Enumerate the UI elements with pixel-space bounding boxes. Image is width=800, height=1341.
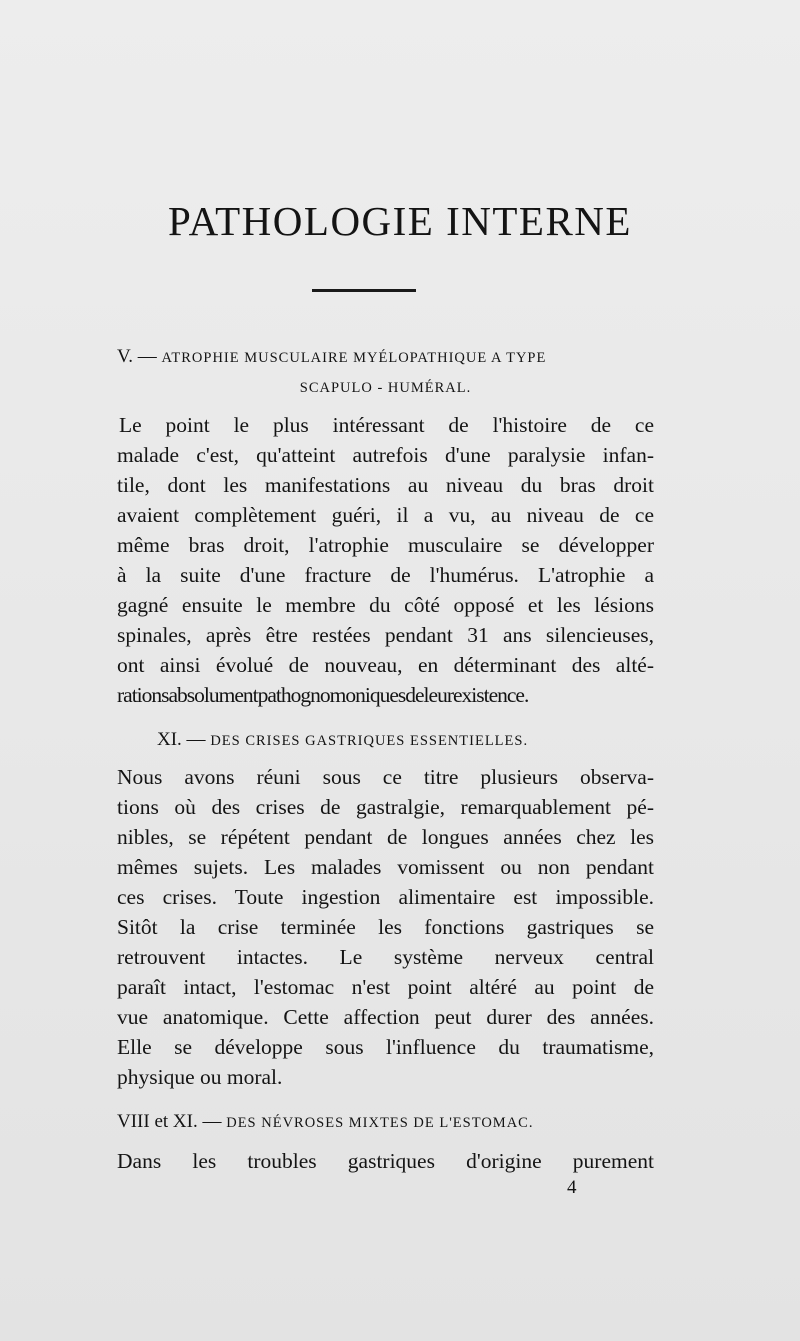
section-xi-line: mêmes sujets. Les malades vomissent ou non pendant bbox=[117, 855, 654, 879]
section-viii-xi-heading-text: DES NÉVROSES MIXTES DE L'ESTOMAC. bbox=[226, 1115, 534, 1131]
section-viii-xi-line: Dans les troubles gastriques d'origine purement bbox=[117, 1149, 654, 1173]
section-v-heading-line2: SCAPULO - HUMÉRAL. bbox=[299, 380, 472, 396]
section-xi-line: Sitôt la crise terminée les fonctions gastriques se bbox=[117, 915, 654, 939]
section-xi-numeral: XI. — bbox=[157, 729, 206, 750]
section-viii-xi-heading bbox=[117, 1107, 654, 1138]
section-xi-line: paraît intact, l'estomac n'est point altéré au point de bbox=[117, 975, 654, 999]
page-title: PATHOLOGIE INTERNE bbox=[168, 198, 632, 244]
section-xi-line: tions où des crises de gastralgie, remarquablement pé- bbox=[117, 795, 654, 819]
section-v-line: rationsabsolumentpathognomoniquesdeleurexistence. bbox=[117, 683, 529, 707]
section-xi-heading-text: DES CRISES GASTRIQUES ESSENTIELLES. bbox=[210, 733, 529, 749]
section-v-line: malade c'est, qu'atteint autrefois d'une paralysie infan- bbox=[117, 443, 654, 467]
section-xi-line: Elle se développe sous l'influence du traumatisme, bbox=[117, 1035, 654, 1059]
section-v-line: tile, dont les manifestations au niveau du bras droit bbox=[117, 473, 654, 497]
section-viii-xi-numeral: VIII et XI. — bbox=[117, 1111, 222, 1132]
section-xi-line: nibles, se répétent pendant de longues années chez les bbox=[117, 825, 654, 849]
section-v-heading bbox=[117, 342, 654, 373]
section-v-line: gagné ensuite le membre du côté opposé et les lésions bbox=[117, 593, 654, 617]
section-v-line: à la suite d'une fracture de l'humérus. L'atrophie a bbox=[117, 563, 654, 587]
section-v-heading-line2-row bbox=[117, 372, 654, 403]
section-xi-line: physique ou moral. bbox=[117, 1065, 283, 1089]
section-xi-heading bbox=[117, 725, 654, 756]
section-v-line: avaient complètement guéri, il a vu, au niveau de ce bbox=[117, 503, 654, 527]
section-v-line: même bras droit, l'atrophie musculaire se développer bbox=[117, 533, 654, 557]
section-v-heading-line1: ATROPHIE MUSCULAIRE MYÉLOPATHIQUE A TYPE bbox=[161, 350, 547, 366]
section-xi-line: ces crises. Toute ingestion alimentaire est impossible. bbox=[117, 885, 654, 909]
section-xi-line: vue anatomique. Cette affection peut durer des années. bbox=[117, 1005, 654, 1029]
section-v-line: Le point le plus intéressant de l'histoire de ce bbox=[119, 413, 654, 437]
section-v-line: spinales, après être restées pendant 31 ans silencieuses, bbox=[117, 623, 654, 647]
section-xi-line: retrouvent intactes. Le système nerveux central bbox=[117, 945, 654, 969]
section-xi-line: Nous avons réuni sous ce titre plusieurs observa- bbox=[117, 765, 654, 789]
text-column bbox=[117, 0, 654, 1341]
section-v-line: ont ainsi évolué de nouveau, en déterminant des alté- bbox=[117, 653, 654, 677]
section-v-numeral: V. — bbox=[117, 346, 157, 367]
page-number: 4 bbox=[567, 1177, 577, 1198]
